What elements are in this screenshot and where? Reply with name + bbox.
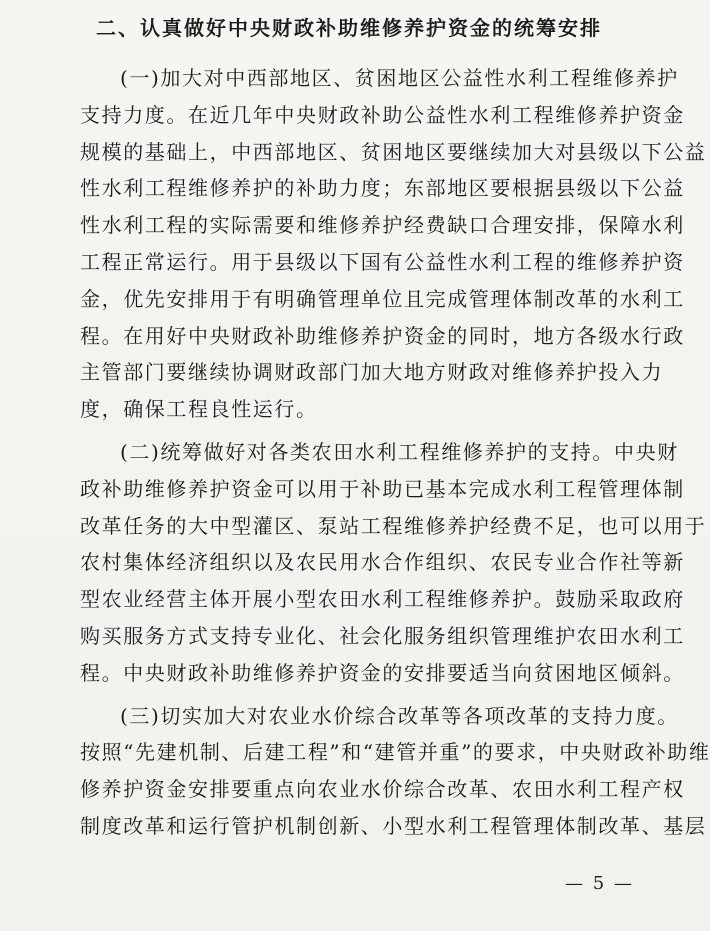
paragraph-2 — [80, 434, 707, 692]
paragraph-2-line-7: 程。中央财政补助维修养护资金的安排要适当向贫困地区倾斜。 — [80, 660, 685, 685]
paragraph-1-line-3: 规模的基础上，中西部地区、贫困地区要继续加大对县级以下公益 — [80, 139, 707, 164]
paragraph-3-line-4: 制度改革和运行管护机制创新、小型水利工程管理体制改革、基层 — [80, 813, 707, 838]
paragraph-2-line-4: 农村集体经济组织以及农民用水合作组织、农民专业合作社等新 — [80, 550, 685, 575]
paragraph-3 — [80, 698, 710, 845]
paragraph-1-line-6: 工程正常运行。用于县级以下国有公益性水利工程的维修养护资 — [80, 249, 685, 274]
paragraph-2-line-2: 政补助维修养护资金可以用于补助已基本完成水利工程管理体制 — [80, 476, 685, 501]
paragraph-1 — [80, 60, 707, 428]
paragraph-2-line-5: 型农业经营主体开展小型农田水利工程维修养护。鼓励采取政府 — [80, 587, 685, 612]
paragraph-1-line-5: 性水利工程的实际需要和维修养护经费缺口合理安排，保障水利 — [80, 213, 685, 238]
paragraph-2-line-3: 改革任务的大中型灌区、泵站工程维修养护经费不足，也可以用于 — [80, 513, 707, 538]
page-number: — 5 — — [565, 873, 634, 894]
paragraph-1-line-2: 支持力度。在近几年中央财政补助公益性水利工程维修养护资金 — [80, 102, 685, 127]
paragraph-1-line-7: 金，优先安排用于有明确管理单位且完成管理体制改革的水利工 — [80, 286, 685, 311]
paragraph-1-line-9: 主管部门要继续协调财政部门加大地方财政对维修养护投入力 — [80, 360, 664, 385]
paragraph-1-line-4: 性水利工程维修养护的补助力度；东部地区要根据县级以下公益 — [80, 176, 685, 201]
paragraph-1-line-8: 程。在用好中央财政补助维修养护资金的同时，地方各级水行政 — [80, 323, 685, 348]
paragraph-2-line-6: 购买服务方式支持专业化、社会化服务组织管理维护农田水利工 — [80, 623, 685, 648]
body-text — [80, 60, 710, 845]
paragraph-3-line-3: 修养护资金安排要重点向农业水价综合改革、农田水利工程产权 — [80, 777, 685, 802]
paragraph-1-line-10: 度，确保工程良性运行。 — [80, 397, 318, 422]
paragraph-3-line-1: (三)切实加大对农业水价综合改革等各项改革的支持力度。 — [120, 703, 679, 728]
paragraph-2-line-1: (二)统筹做好对各类农田水利工程维修养护的支持。中央财 — [120, 439, 679, 464]
paragraph-3-line-2: 按照“先建机制、后建工程”和“建管并重”的要求，中央财政补助维 — [80, 740, 710, 765]
paragraph-1-line-1: (一)加大对中西部地区、贫困地区公益性水利工程维修养护 — [120, 66, 679, 90]
section-heading: 二、认真做好中央财政补助维修养护资金的统筹安排 — [96, 16, 602, 40]
